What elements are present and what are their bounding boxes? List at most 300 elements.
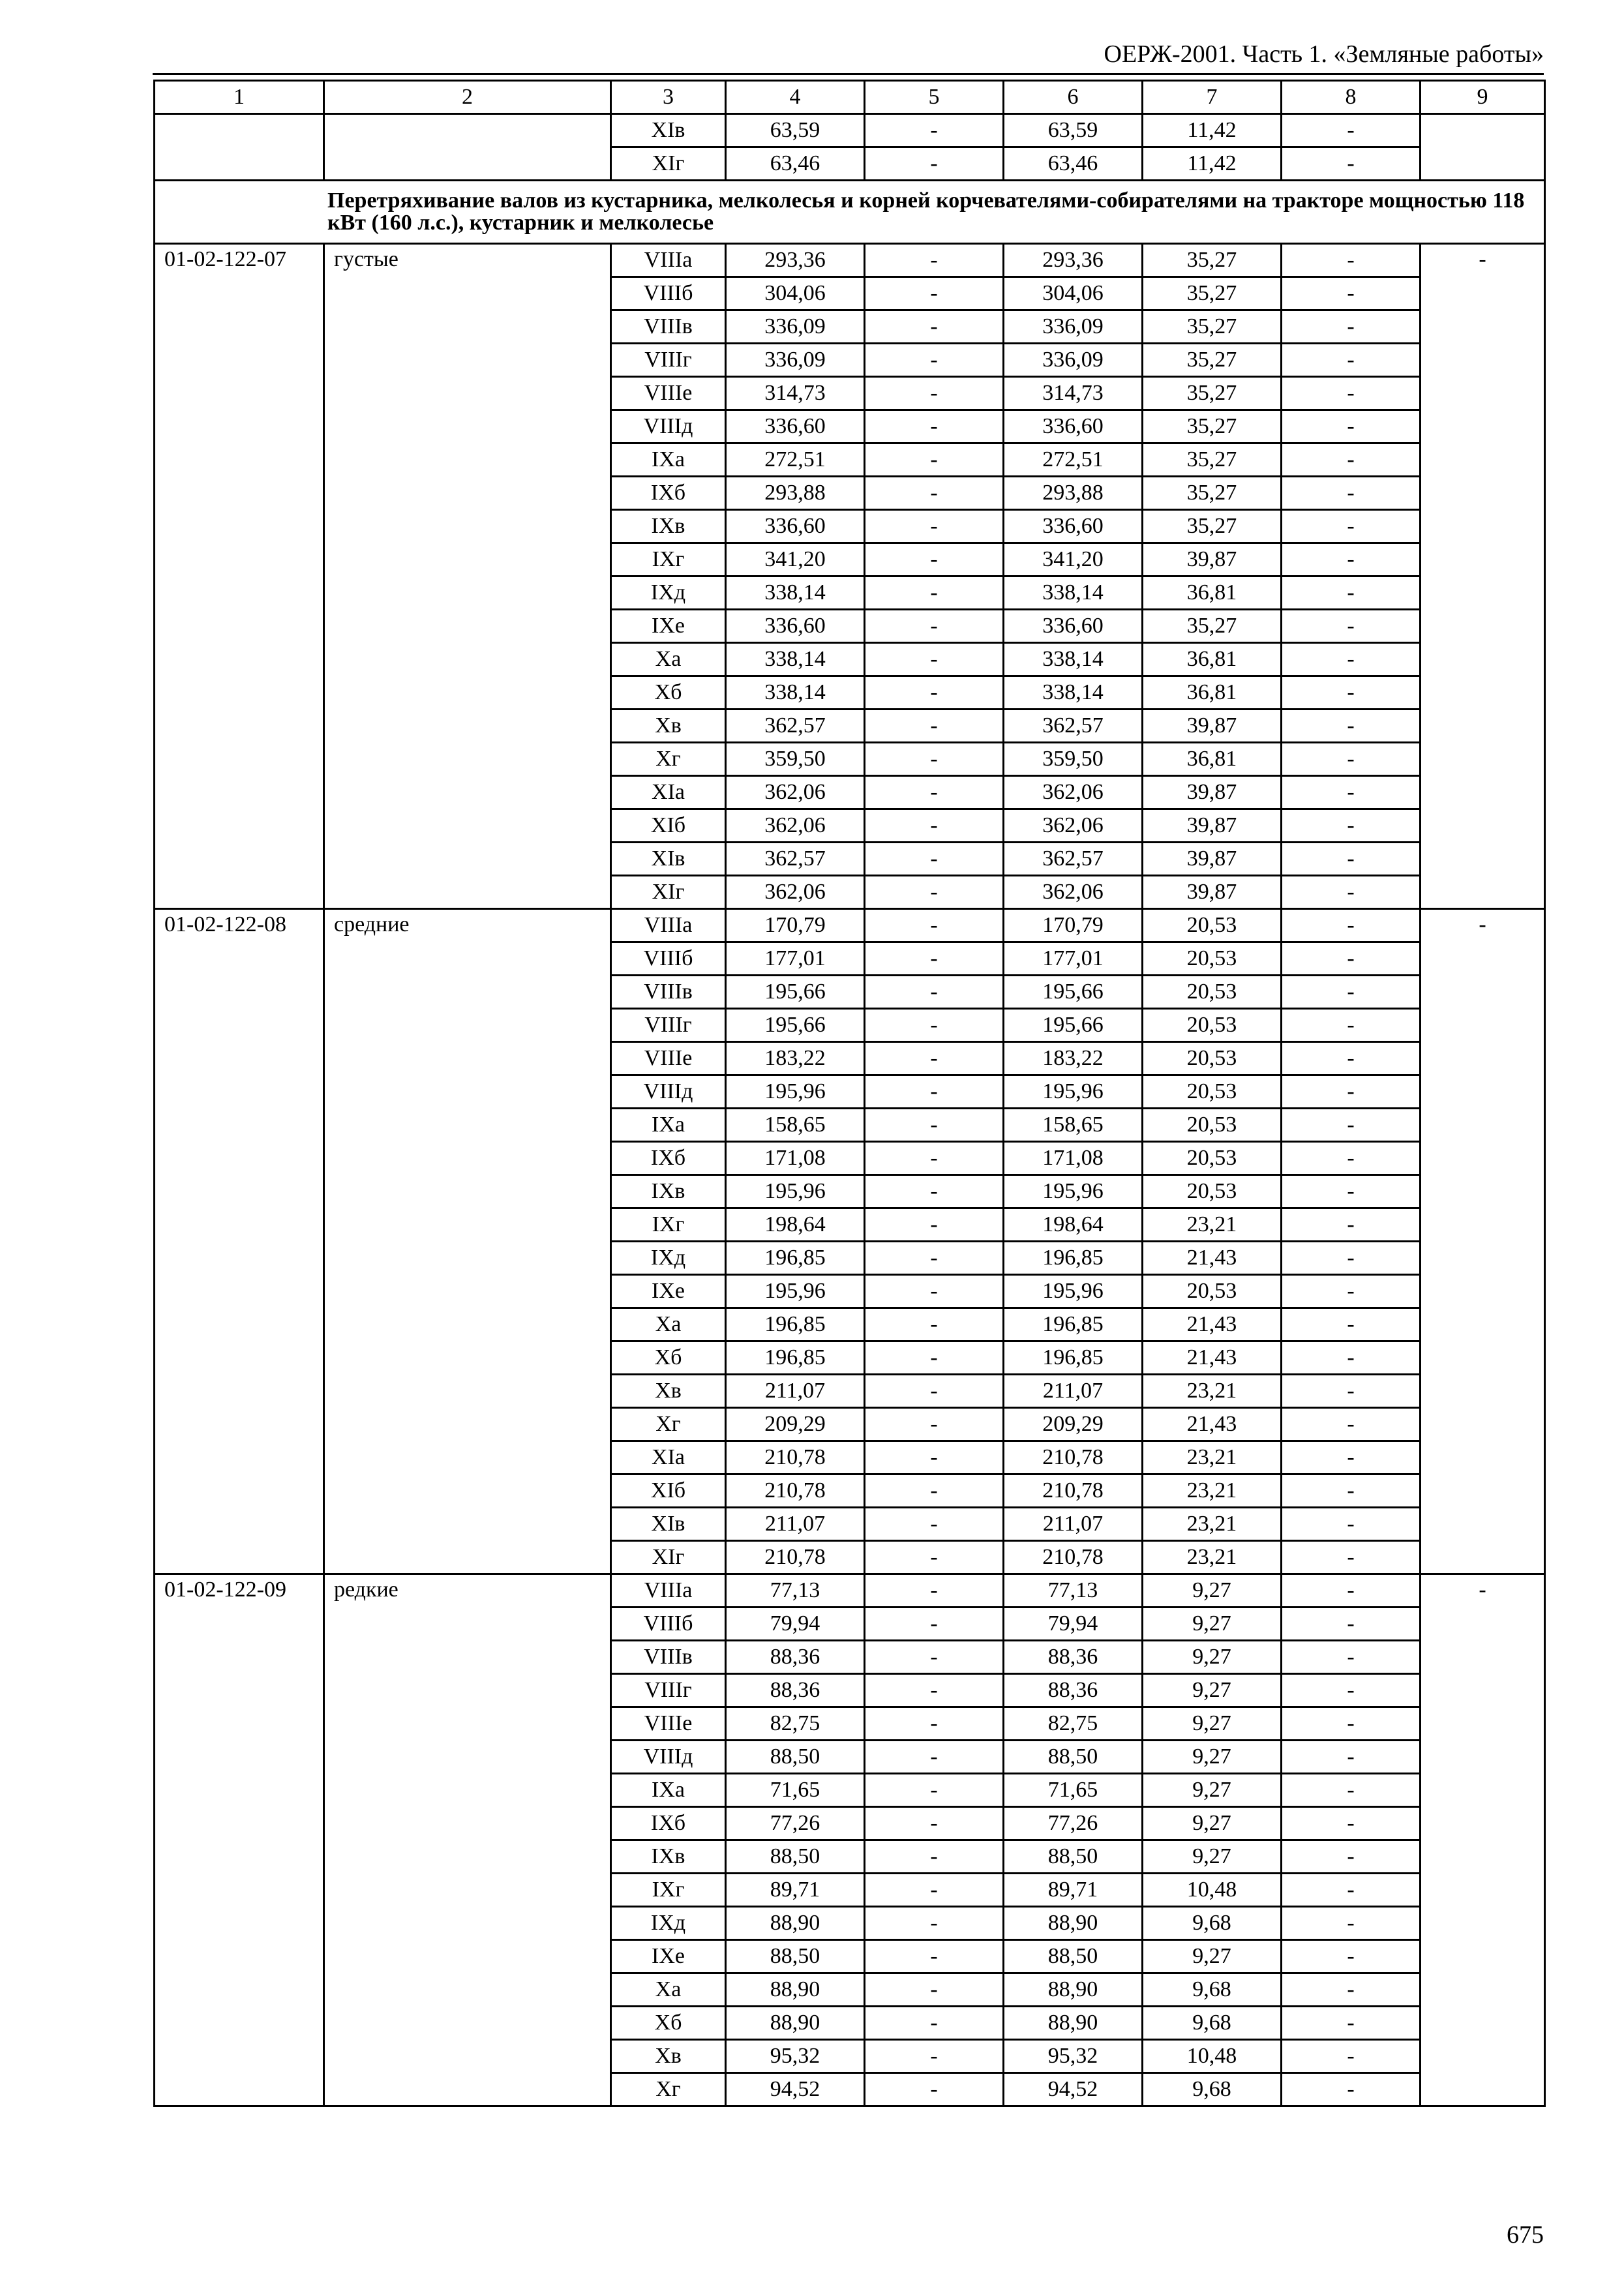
value-cell: 210,78 (726, 1474, 865, 1508)
code-cell: 01-02-122-07 (155, 244, 324, 909)
value-cell: 362,57 (1004, 843, 1143, 876)
name-cell: густые (324, 244, 611, 909)
value-cell: - (865, 543, 1004, 576)
value-cell: 77,26 (726, 1807, 865, 1840)
value-cell: Xб (611, 2007, 726, 2040)
col9-cell (1421, 114, 1545, 181)
value-cell: VIIIг (611, 1009, 726, 1042)
value-cell: 209,29 (726, 1408, 865, 1441)
value-cell: - (1282, 1375, 1421, 1408)
value-cell: - (1282, 1275, 1421, 1308)
value-cell: - (1282, 1408, 1421, 1441)
value-cell: 88,90 (1004, 1907, 1143, 1940)
section-title: Перетряхивание валов из кустарника, мелколесья и корней корчевателями-собирателями на тракторе мощностью 118 кВт (160 л.с.), кустарник и мелколесье (155, 181, 1545, 244)
value-cell: 272,51 (726, 443, 865, 477)
value-cell: VIIIв (611, 1641, 726, 1674)
value-cell: - (1282, 1208, 1421, 1242)
name-cell: средние (324, 909, 611, 1574)
page-header: ОЕРЖ-2001. Часть 1. «Земляные работы» (1104, 40, 1544, 68)
value-cell: 362,06 (726, 876, 865, 909)
value-cell: 338,14 (1004, 576, 1143, 610)
value-cell: - (1282, 277, 1421, 310)
value-cell: Xв (611, 710, 726, 743)
value-cell: 9,27 (1143, 1608, 1282, 1641)
value-cell: 88,36 (726, 1641, 865, 1674)
value-cell: - (865, 776, 1004, 809)
column-number-cell: 6 (1004, 81, 1143, 114)
value-cell: Xа (611, 1308, 726, 1341)
value-cell: - (1282, 909, 1421, 942)
value-cell: 88,90 (726, 1973, 865, 2007)
value-cell: 88,50 (726, 1840, 865, 1874)
value-cell: 20,53 (1143, 1075, 1282, 1109)
value-cell: - (865, 909, 1004, 942)
section-row (155, 181, 1545, 244)
value-cell: - (1282, 1109, 1421, 1142)
value-cell: 11,42 (1143, 114, 1282, 147)
column-number-row (155, 81, 1545, 114)
value-cell: - (865, 1375, 1004, 1408)
value-cell: 35,27 (1143, 410, 1282, 443)
value-cell: IXб (611, 1142, 726, 1175)
value-cell: - (1282, 1741, 1421, 1774)
value-cell: 21,43 (1143, 1408, 1282, 1441)
value-cell: 195,66 (1004, 976, 1143, 1009)
value-cell: - (865, 1441, 1004, 1474)
value-cell: 21,43 (1143, 1341, 1282, 1375)
value-cell: Xв (611, 2040, 726, 2073)
value-cell: - (865, 710, 1004, 743)
value-cell: 95,32 (726, 2040, 865, 2073)
value-cell: - (1282, 942, 1421, 976)
table-body (155, 81, 1545, 2106)
value-cell: 35,27 (1143, 377, 1282, 410)
value-cell: 88,36 (1004, 1641, 1143, 1674)
header-rule (153, 73, 1544, 75)
value-cell: 36,81 (1143, 676, 1282, 710)
value-cell: 338,14 (726, 576, 865, 610)
value-cell: - (1282, 1075, 1421, 1109)
value-cell: - (865, 809, 1004, 843)
value-cell: 23,21 (1143, 1208, 1282, 1242)
value-cell: - (865, 147, 1004, 181)
value-cell: 272,51 (1004, 443, 1143, 477)
value-cell: - (865, 1341, 1004, 1375)
value-cell: 362,06 (726, 809, 865, 843)
value-cell: 39,87 (1143, 710, 1282, 743)
value-cell: XIб (611, 1474, 726, 1508)
value-cell: 336,09 (1004, 344, 1143, 377)
value-cell: - (865, 2073, 1004, 2106)
value-cell: 77,13 (1004, 1574, 1143, 1608)
value-cell: 195,96 (1004, 1075, 1143, 1109)
value-cell: - (865, 876, 1004, 909)
value-cell: - (865, 1574, 1004, 1608)
value-cell: - (1282, 310, 1421, 344)
value-cell: - (1282, 1707, 1421, 1741)
value-cell: - (1282, 1674, 1421, 1707)
value-cell: 88,36 (1004, 1674, 1143, 1707)
value-cell: 9,27 (1143, 1707, 1282, 1741)
column-number-cell: 3 (611, 81, 726, 114)
value-cell: - (865, 1474, 1004, 1508)
value-cell: IXв (611, 1840, 726, 1874)
value-cell: 35,27 (1143, 277, 1282, 310)
value-cell: 209,29 (1004, 1408, 1143, 1441)
value-cell: 314,73 (1004, 377, 1143, 410)
column-number-cell: 9 (1421, 81, 1545, 114)
value-cell: 9,27 (1143, 1641, 1282, 1674)
value-cell: VIIIе (611, 377, 726, 410)
value-cell: 362,06 (726, 776, 865, 809)
value-cell: IXг (611, 1874, 726, 1907)
value-cell: XIа (611, 776, 726, 809)
value-cell: - (1282, 1973, 1421, 2007)
value-cell: 82,75 (726, 1707, 865, 1741)
value-cell: IXв (611, 1175, 726, 1208)
value-cell: - (865, 1242, 1004, 1275)
value-cell: 336,09 (726, 344, 865, 377)
value-cell: VIIIб (611, 1608, 726, 1641)
value-cell: 9,27 (1143, 1741, 1282, 1774)
value-cell: 196,85 (1004, 1308, 1143, 1341)
value-cell: 338,14 (726, 676, 865, 710)
value-cell: 23,21 (1143, 1441, 1282, 1474)
value-cell: - (865, 1973, 1004, 2007)
value-cell: - (1282, 1907, 1421, 1940)
value-cell: - (865, 1807, 1004, 1840)
value-cell: Xв (611, 1375, 726, 1408)
value-cell: - (1282, 1242, 1421, 1275)
value-cell: XIв (611, 843, 726, 876)
value-cell: 210,78 (726, 1541, 865, 1574)
value-cell: - (1282, 710, 1421, 743)
value-cell: 9,27 (1143, 1807, 1282, 1840)
value-cell: - (1282, 1774, 1421, 1807)
value-cell: 338,14 (726, 643, 865, 676)
value-cell: XIг (611, 1541, 726, 1574)
value-cell: 211,07 (726, 1375, 865, 1408)
value-cell: 20,53 (1143, 1009, 1282, 1042)
value-cell: 23,21 (1143, 1375, 1282, 1408)
value-cell: - (865, 1308, 1004, 1341)
value-cell: 63,59 (726, 114, 865, 147)
value-cell: - (1282, 510, 1421, 543)
value-cell: - (865, 743, 1004, 776)
table-row (155, 909, 1545, 942)
value-cell: 211,07 (1004, 1508, 1143, 1541)
value-cell: VIIIг (611, 1674, 726, 1707)
value-cell: - (1282, 147, 1421, 181)
value-cell: 362,57 (1004, 710, 1143, 743)
rates-table (153, 80, 1546, 2107)
value-cell: 195,66 (726, 1009, 865, 1042)
table-row (155, 1574, 1545, 1608)
value-cell: - (1282, 1308, 1421, 1341)
value-cell: 20,53 (1143, 976, 1282, 1009)
value-cell: - (865, 576, 1004, 610)
value-cell: - (1282, 1574, 1421, 1608)
value-cell: - (1282, 876, 1421, 909)
value-cell: 9,27 (1143, 1840, 1282, 1874)
value-cell: 196,85 (726, 1341, 865, 1375)
value-cell: 9,27 (1143, 1674, 1282, 1707)
value-cell: 171,08 (1004, 1142, 1143, 1175)
value-cell: 196,85 (726, 1308, 865, 1341)
value-cell: 88,50 (726, 1741, 865, 1774)
value-cell: - (865, 676, 1004, 710)
value-cell: - (1282, 1441, 1421, 1474)
value-cell: 341,20 (1004, 543, 1143, 576)
value-cell: 338,14 (1004, 643, 1143, 676)
value-cell: 158,65 (1004, 1109, 1143, 1142)
value-cell: 362,06 (1004, 809, 1143, 843)
value-cell: IXг (611, 543, 726, 576)
name-cell (324, 114, 611, 181)
value-cell: IXд (611, 1907, 726, 1940)
value-cell: - (865, 477, 1004, 510)
value-cell: 88,50 (1004, 1840, 1143, 1874)
value-cell: - (865, 610, 1004, 643)
value-cell: - (865, 410, 1004, 443)
value-cell: VIIIа (611, 909, 726, 942)
value-cell: 183,22 (1004, 1042, 1143, 1075)
value-cell: VIIIе (611, 1707, 726, 1741)
value-cell: - (1282, 1009, 1421, 1042)
value-cell: 39,87 (1143, 843, 1282, 876)
value-cell: 23,21 (1143, 1541, 1282, 1574)
value-cell: 35,27 (1143, 344, 1282, 377)
table-row (155, 114, 1545, 147)
value-cell: - (865, 277, 1004, 310)
value-cell: - (865, 1175, 1004, 1208)
value-cell: 88,90 (726, 2007, 865, 2040)
value-cell: - (1282, 743, 1421, 776)
value-cell: 88,90 (1004, 2007, 1143, 2040)
value-cell: - (1282, 809, 1421, 843)
value-cell: - (865, 2007, 1004, 2040)
value-cell: - (865, 443, 1004, 477)
value-cell: 336,09 (1004, 310, 1143, 344)
value-cell: 170,79 (1004, 909, 1143, 942)
value-cell: 71,65 (1004, 1774, 1143, 1807)
value-cell: - (1282, 2040, 1421, 2073)
value-cell: - (865, 1075, 1004, 1109)
value-cell: 9,68 (1143, 1907, 1282, 1940)
value-cell: 20,53 (1143, 1042, 1282, 1075)
value-cell: IXд (611, 1242, 726, 1275)
value-cell: 210,78 (1004, 1541, 1143, 1574)
value-cell: 20,53 (1143, 909, 1282, 942)
value-cell: 88,36 (726, 1674, 865, 1707)
value-cell: 336,60 (1004, 610, 1143, 643)
value-cell: VIIIд (611, 410, 726, 443)
value-cell: VIIIг (611, 344, 726, 377)
value-cell: - (1282, 1541, 1421, 1574)
value-cell: VIIIа (611, 244, 726, 277)
value-cell: XIг (611, 876, 726, 909)
value-cell: - (865, 1508, 1004, 1541)
value-cell: 359,50 (726, 743, 865, 776)
value-cell: 20,53 (1143, 1175, 1282, 1208)
value-cell: 198,64 (1004, 1208, 1143, 1242)
value-cell: 21,43 (1143, 1242, 1282, 1275)
value-cell: 9,68 (1143, 2073, 1282, 2106)
value-cell: 336,60 (726, 510, 865, 543)
value-cell: 39,87 (1143, 543, 1282, 576)
value-cell: IXа (611, 1774, 726, 1807)
value-cell: XIб (611, 809, 726, 843)
value-cell: 9,27 (1143, 1574, 1282, 1608)
value-cell: 304,06 (1004, 277, 1143, 310)
value-cell: VIIIб (611, 942, 726, 976)
value-cell: 94,52 (1004, 2073, 1143, 2106)
value-cell: 63,59 (1004, 114, 1143, 147)
value-cell: 88,90 (1004, 1973, 1143, 2007)
value-cell: 336,60 (726, 410, 865, 443)
value-cell: - (1282, 1474, 1421, 1508)
value-cell: IXб (611, 477, 726, 510)
value-cell: 20,53 (1143, 1109, 1282, 1142)
value-cell: 88,50 (1004, 1940, 1143, 1973)
col9-cell: - (1421, 244, 1545, 909)
value-cell: - (865, 1774, 1004, 1807)
value-cell: - (1282, 1508, 1421, 1541)
value-cell: 211,07 (726, 1508, 865, 1541)
value-cell: Xа (611, 1973, 726, 2007)
value-cell: - (865, 1608, 1004, 1641)
value-cell: 88,50 (726, 1940, 865, 1973)
value-cell: - (1282, 776, 1421, 809)
value-cell: 314,73 (726, 377, 865, 410)
value-cell: IXг (611, 1208, 726, 1242)
value-cell: - (1282, 1175, 1421, 1208)
value-cell: - (1282, 1341, 1421, 1375)
value-cell: 293,36 (1004, 244, 1143, 277)
value-cell: 20,53 (1143, 942, 1282, 976)
value-cell: - (865, 1009, 1004, 1042)
value-cell: IXа (611, 443, 726, 477)
value-cell: 211,07 (1004, 1375, 1143, 1408)
value-cell: - (865, 2040, 1004, 2073)
value-cell: - (865, 1641, 1004, 1674)
value-cell: Xг (611, 2073, 726, 2106)
value-cell: 94,52 (726, 2073, 865, 2106)
value-cell: 293,88 (726, 477, 865, 510)
value-cell: 210,78 (1004, 1474, 1143, 1508)
value-cell: 336,09 (726, 310, 865, 344)
value-cell: 82,75 (1004, 1707, 1143, 1741)
value-cell: 304,06 (726, 277, 865, 310)
value-cell: - (1282, 244, 1421, 277)
value-cell: - (865, 643, 1004, 676)
value-cell: 36,81 (1143, 576, 1282, 610)
code-cell: 01-02-122-08 (155, 909, 324, 1574)
value-cell: IXе (611, 1275, 726, 1308)
value-cell: - (1282, 114, 1421, 147)
value-cell: 77,13 (726, 1574, 865, 1608)
value-cell: - (1282, 1608, 1421, 1641)
value-cell: 341,20 (726, 543, 865, 576)
value-cell: 79,94 (1004, 1608, 1143, 1641)
value-cell: - (1282, 843, 1421, 876)
value-cell: Xб (611, 1341, 726, 1375)
value-cell: VIIIв (611, 976, 726, 1009)
value-cell: 195,96 (726, 1175, 865, 1208)
value-cell: - (1282, 1807, 1421, 1840)
value-cell: 177,01 (1004, 942, 1143, 976)
value-cell: - (865, 114, 1004, 147)
value-cell: Xг (611, 743, 726, 776)
value-cell: 171,08 (726, 1142, 865, 1175)
value-cell: VIIIб (611, 277, 726, 310)
value-cell: 95,32 (1004, 2040, 1143, 2073)
value-cell: - (865, 1208, 1004, 1242)
value-cell: - (1282, 1874, 1421, 1907)
value-cell: 88,90 (726, 1907, 865, 1940)
value-cell: Xа (611, 643, 726, 676)
value-cell: - (865, 1408, 1004, 1441)
value-cell: - (865, 1109, 1004, 1142)
value-cell: - (1282, 2073, 1421, 2106)
value-cell: 158,65 (726, 1109, 865, 1142)
value-cell: 23,21 (1143, 1474, 1282, 1508)
value-cell: - (1282, 1142, 1421, 1175)
value-cell: VIIIе (611, 1042, 726, 1075)
value-cell: 198,64 (726, 1208, 865, 1242)
value-cell: - (1282, 576, 1421, 610)
value-cell: - (1282, 676, 1421, 710)
value-cell: 77,26 (1004, 1807, 1143, 1840)
value-cell: 195,96 (726, 1075, 865, 1109)
table-row (155, 244, 1545, 277)
value-cell: - (865, 843, 1004, 876)
value-cell: 196,85 (1004, 1341, 1143, 1375)
value-cell: 170,79 (726, 909, 865, 942)
value-cell: XIв (611, 1508, 726, 1541)
value-cell: 9,27 (1143, 1774, 1282, 1807)
value-cell: 195,96 (1004, 1175, 1143, 1208)
value-cell: 293,88 (1004, 477, 1143, 510)
value-cell: - (1282, 643, 1421, 676)
value-cell: 359,50 (1004, 743, 1143, 776)
value-cell: - (1282, 610, 1421, 643)
col9-cell: - (1421, 1574, 1545, 2106)
value-cell: - (1282, 1641, 1421, 1674)
value-cell: - (865, 1275, 1004, 1308)
value-cell: 21,43 (1143, 1308, 1282, 1341)
value-cell: - (865, 1541, 1004, 1574)
column-number-cell: 5 (865, 81, 1004, 114)
value-cell: 336,60 (726, 610, 865, 643)
value-cell: 20,53 (1143, 1142, 1282, 1175)
value-cell: - (1282, 443, 1421, 477)
value-cell: XIг (611, 147, 726, 181)
value-cell: 195,96 (1004, 1275, 1143, 1308)
value-cell: - (1282, 543, 1421, 576)
page-number: 675 (1507, 2221, 1544, 2249)
value-cell: - (865, 1741, 1004, 1774)
value-cell: - (1282, 2007, 1421, 2040)
code-cell: 01-02-122-09 (155, 1574, 324, 2106)
value-cell: 35,27 (1143, 477, 1282, 510)
value-cell: - (1282, 1840, 1421, 1874)
column-number-cell: 1 (155, 81, 324, 114)
value-cell: - (865, 1940, 1004, 1973)
value-cell: 71,65 (726, 1774, 865, 1807)
value-cell: 39,87 (1143, 809, 1282, 843)
value-cell: 36,81 (1143, 643, 1282, 676)
